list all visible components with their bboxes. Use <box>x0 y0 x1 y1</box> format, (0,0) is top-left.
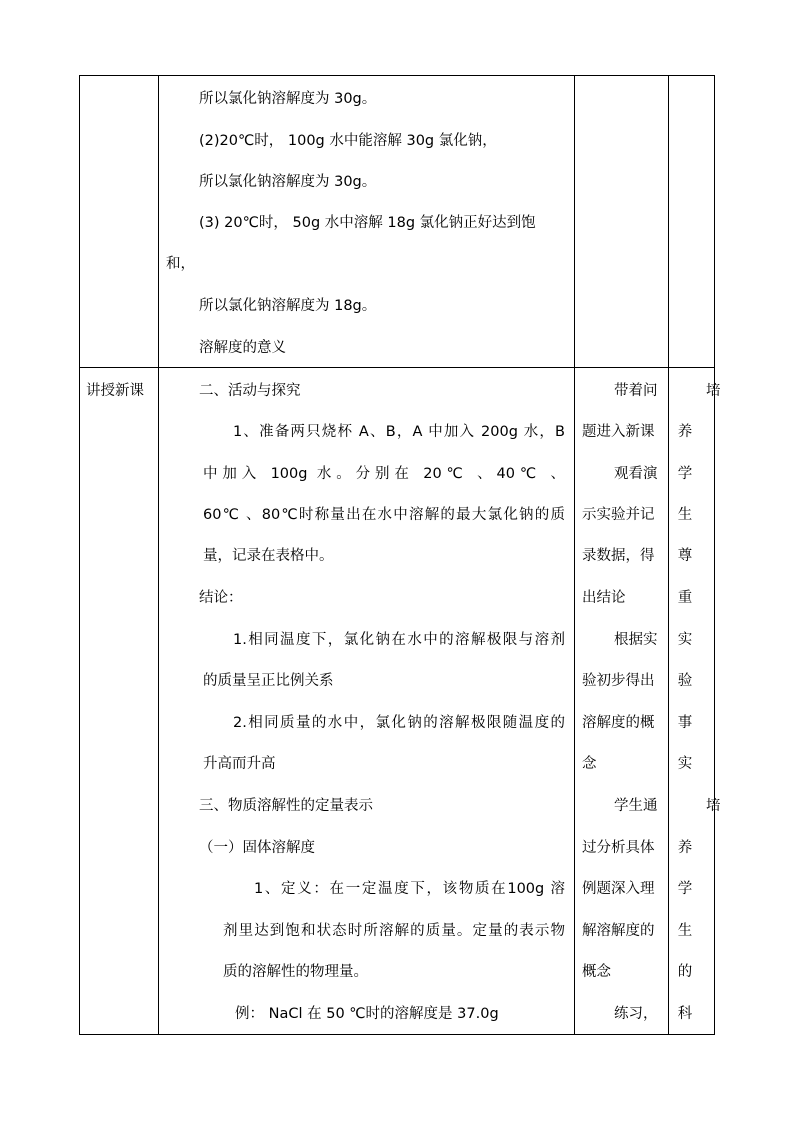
student-line-5: 录数据，得 <box>582 548 655 564</box>
table-border-left <box>79 75 80 1035</box>
intent-char: 尊 <box>677 548 693 564</box>
top-line-7: 溶解度的意义 <box>199 340 286 356</box>
intent-char: 科 <box>677 1006 693 1022</box>
definition-line-1: 1、定义：在一定温度下，该物质在100g 溶 <box>254 881 565 897</box>
definition-line-3: 质的溶解性的物理量。 <box>223 964 368 980</box>
subsection-solid-solubility: （一）固体溶解度 <box>199 840 315 856</box>
activity-step-1-cont: 中加入 100g 水。分别在 20℃ 、40℃ 、 <box>203 466 565 482</box>
activity-step-1: 1、准备两只烧杯 A、B，A 中加入 200g 水，B <box>233 424 565 440</box>
table-border-right <box>714 75 715 1035</box>
table-divider-stage <box>158 75 159 1035</box>
intent-char: 生 <box>677 507 693 523</box>
student-line-9: 溶解度的概 <box>582 715 655 731</box>
student-line-3: 观看演 <box>614 466 658 482</box>
student-line-1: 带着问 <box>614 383 658 399</box>
student-line-7: 根据实 <box>614 632 658 648</box>
intent-char: 学 <box>677 881 693 897</box>
intent-clipped-char-2: 培 <box>706 798 721 814</box>
intent-char: 实 <box>677 632 693 648</box>
top-line-6: 所以氯化钠溶解度为 18g。 <box>199 298 377 314</box>
student-line-14: 解溶解度的 <box>582 923 655 939</box>
top-line-5: 和， <box>166 256 195 272</box>
table-divider-student <box>668 75 669 1035</box>
conclusion-1-cont: 的质量呈正比例关系 <box>203 673 334 689</box>
student-line-12: 过分析具体 <box>582 840 655 856</box>
table-row-divider <box>79 367 715 368</box>
student-line-15: 概念 <box>582 964 611 980</box>
student-line-8: 验初步得出 <box>582 673 655 689</box>
table-border-top <box>79 75 715 76</box>
intent-char: 养 <box>677 424 693 440</box>
top-line-1: 所以氯化钠溶解度为 30g。 <box>199 91 377 107</box>
intent-char: 实 <box>677 756 693 772</box>
stage-label: 讲授新课 <box>86 383 144 399</box>
definition-line-2: 剂里达到饱和状态时所溶解的质量。定量的表示物 <box>223 923 565 939</box>
intent-char: 学 <box>677 466 693 482</box>
student-line-4: 示实验并记 <box>582 507 655 523</box>
conclusion-2-cont: 升高而升高 <box>203 756 276 772</box>
intent-char: 生 <box>677 923 693 939</box>
table-divider-content <box>574 75 575 1035</box>
example-line: 例： NaCl 在 50 ℃时的溶解度是 37.0g <box>235 1006 499 1022</box>
student-line-10: 念 <box>582 756 597 772</box>
intent-clipped-char-1: 培 <box>706 383 721 399</box>
conclusion-heading: 结论： <box>199 590 243 606</box>
student-line-13: 例题深入理 <box>582 881 655 897</box>
intent-char: 的 <box>677 964 693 980</box>
student-line-16: 练习， <box>614 1006 658 1022</box>
conclusion-1: 1.相同温度下，氯化钠在水中的溶解极限与溶剂 <box>233 632 565 648</box>
student-line-11: 学生通 <box>614 798 658 814</box>
section-quantitative-heading: 三、物质溶解性的定量表示 <box>199 798 373 814</box>
intent-char: 重 <box>677 590 693 606</box>
intent-char: 事 <box>677 715 693 731</box>
intent-char: 验 <box>677 673 693 689</box>
student-line-2: 题进入新课 <box>582 424 655 440</box>
top-line-2: (2)20℃时， 100g 水中能溶解 30g 氯化钠， <box>199 133 497 149</box>
section-activity-heading: 二、活动与探究 <box>199 383 301 399</box>
top-line-4: (3) 20℃时， 50g 水中溶解 18g 氯化钠正好达到饱 <box>199 215 536 231</box>
conclusion-2: 2.相同质量的水中，氯化钠的溶解极限随温度的 <box>233 715 565 731</box>
activity-step-1-end: 量，记录在表格中。 <box>203 548 334 564</box>
intent-char: 养 <box>677 840 693 856</box>
table-border-bottom <box>79 1034 715 1035</box>
top-line-3: 所以氯化钠溶解度为 30g。 <box>199 174 377 190</box>
activity-step-1-cont2: 60℃ 、80℃时称量出在水中溶解的最大氯化钠的质 <box>203 507 565 523</box>
student-line-6: 出结论 <box>582 590 626 606</box>
